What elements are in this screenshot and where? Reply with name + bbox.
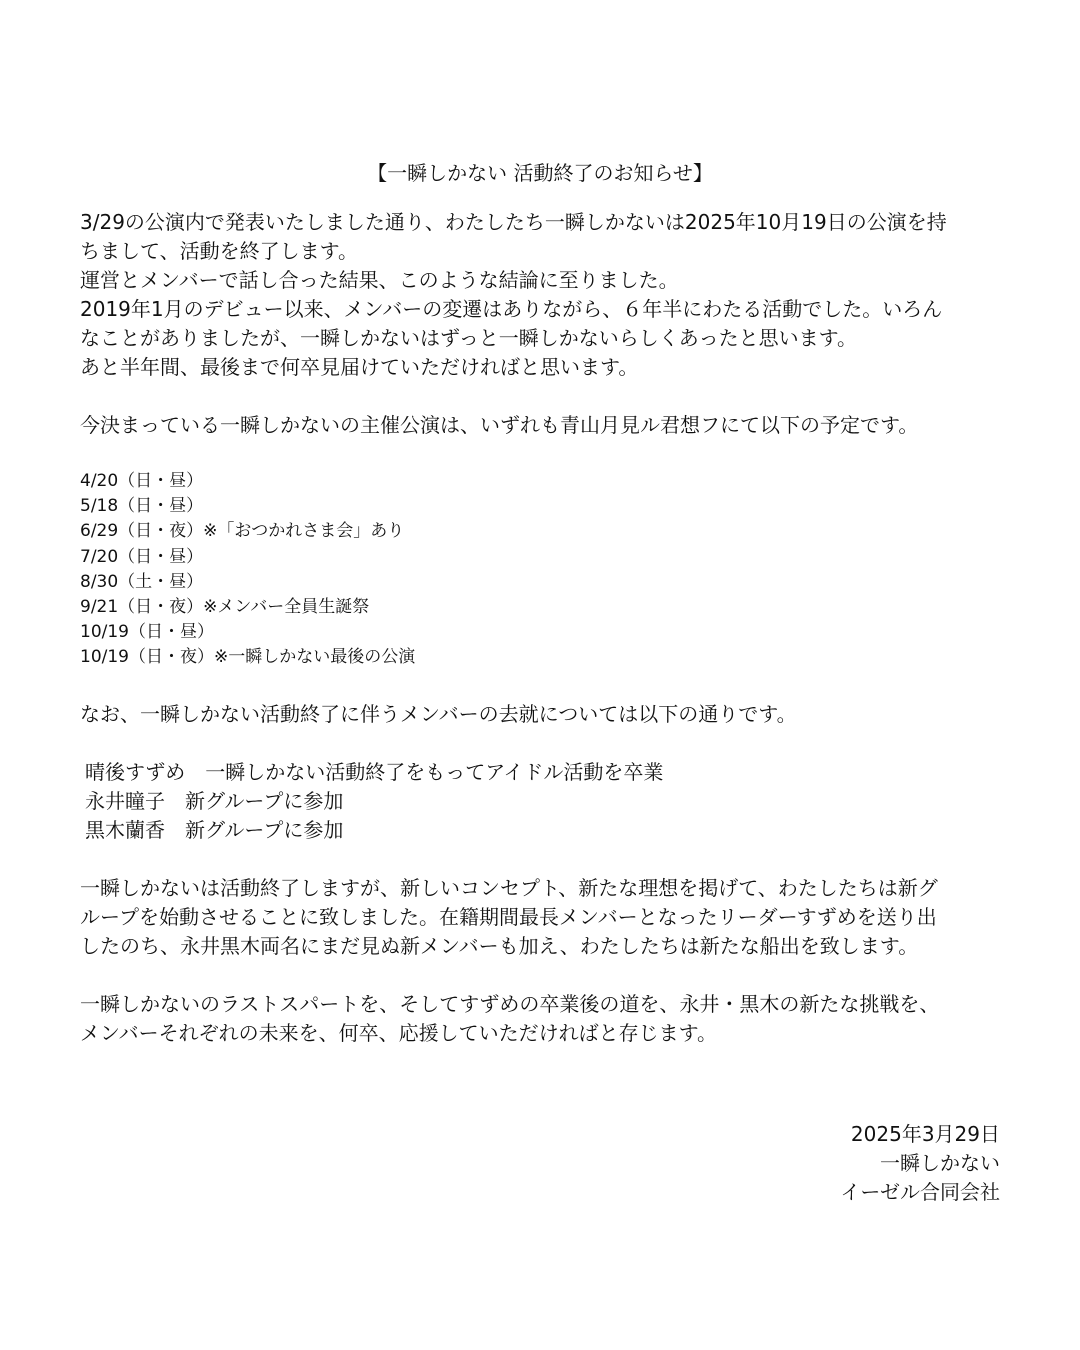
- intro-line: なことがありましたが、一瞬しかないはずっと一瞬しかないらしくあったと思います。: [80, 326, 857, 350]
- schedule-item: 5/18（日・昼）: [80, 496, 204, 517]
- members-list: [80, 758, 1000, 845]
- announcement-document: [80, 150, 1000, 1048]
- members-intro: [80, 700, 1000, 729]
- members-intro-text: なお、一瞬しかない活動終了に伴うメンバーの去就については以下の通りです。: [80, 701, 797, 726]
- member-item: 永井瞳子 新グループに参加: [85, 788, 344, 813]
- new-group-line: ループを始動させることに致しました。在籍期間最長メンバーとなったリーダーすずめを送り出: [80, 904, 937, 929]
- intro-line: 3/29の公演内で発表いたしました通り、わたしたち一瞬しかないは2025年10月19日の公演を持: [80, 210, 947, 234]
- schedule-intro: [80, 411, 1000, 440]
- schedule-item: 6/29（日・夜）※「おつかれさま会」あり: [80, 521, 405, 542]
- schedule-item: 7/20（日・昼）: [80, 546, 204, 567]
- signature-date: 2025年3月29日: [850, 1122, 1000, 1146]
- schedule-item: 10/19（日・昼）: [80, 622, 214, 643]
- closing-paragraph: [80, 990, 1000, 1048]
- new-group-line: 一瞬しかないは活動終了しますが、新しいコンセプト、新たな理想を掲げて、わたしたちは新グ: [80, 875, 938, 900]
- schedule-item: 4/20（日・昼）: [80, 471, 204, 491]
- intro-line: 2019年1月のデビュー以来、メンバーの変遷はありながら、６年半にわたる活動でした。いろん: [80, 297, 943, 321]
- closing-line: メンバーそれぞれの未来を、何卒、応援していただければと存じます。: [80, 1020, 717, 1045]
- schedule-item: 10/19（日・夜）※一瞬しかない最後の公演: [80, 647, 416, 668]
- member-item: 黒木蘭香 新グループに参加: [85, 817, 344, 842]
- schedule-list: [80, 469, 1000, 671]
- new-group-paragraph: [80, 874, 1000, 961]
- schedule-item: 8/30（土・昼）: [80, 571, 204, 592]
- schedule-item: 9/21（日・夜）※メンバー全員生誕祭: [80, 597, 370, 618]
- intro-line: 運営とメンバーで話し合った結果、このような結論に至りました。: [80, 268, 679, 292]
- new-group-line: したのち、永井黒木両名にまだ見ぬ新メンバーも加え、わたしたちは新たな船出を致します。: [80, 933, 919, 958]
- intro-line: あと半年間、最後まで何卒見届けていただければと思います。: [80, 355, 639, 379]
- signature-company: イーゼル合同会社: [840, 1180, 1000, 1204]
- intro-line: ちまして、活動を終了します。: [80, 239, 358, 263]
- signature-block: [840, 1120, 1000, 1207]
- schedule-intro-text: 今決まっている一瞬しかないの主催公演は、いずれも青山月見ル君想フにて以下の予定です。: [80, 413, 919, 437]
- member-item: 晴後すずめ 一瞬しかない活動終了をもってアイドル活動を卒業: [85, 759, 664, 784]
- closing-line: 一瞬しかないのラストスパートを、そしてすずめの卒業後の道を、永井・黒木の新たな挑戦を、: [80, 991, 940, 1016]
- announcement-title: 【一瞬しかない 活動終了のお知らせ】: [367, 161, 713, 185]
- intro-paragraph: [80, 208, 1000, 382]
- signature-group: 一瞬しかない: [880, 1151, 1000, 1175]
